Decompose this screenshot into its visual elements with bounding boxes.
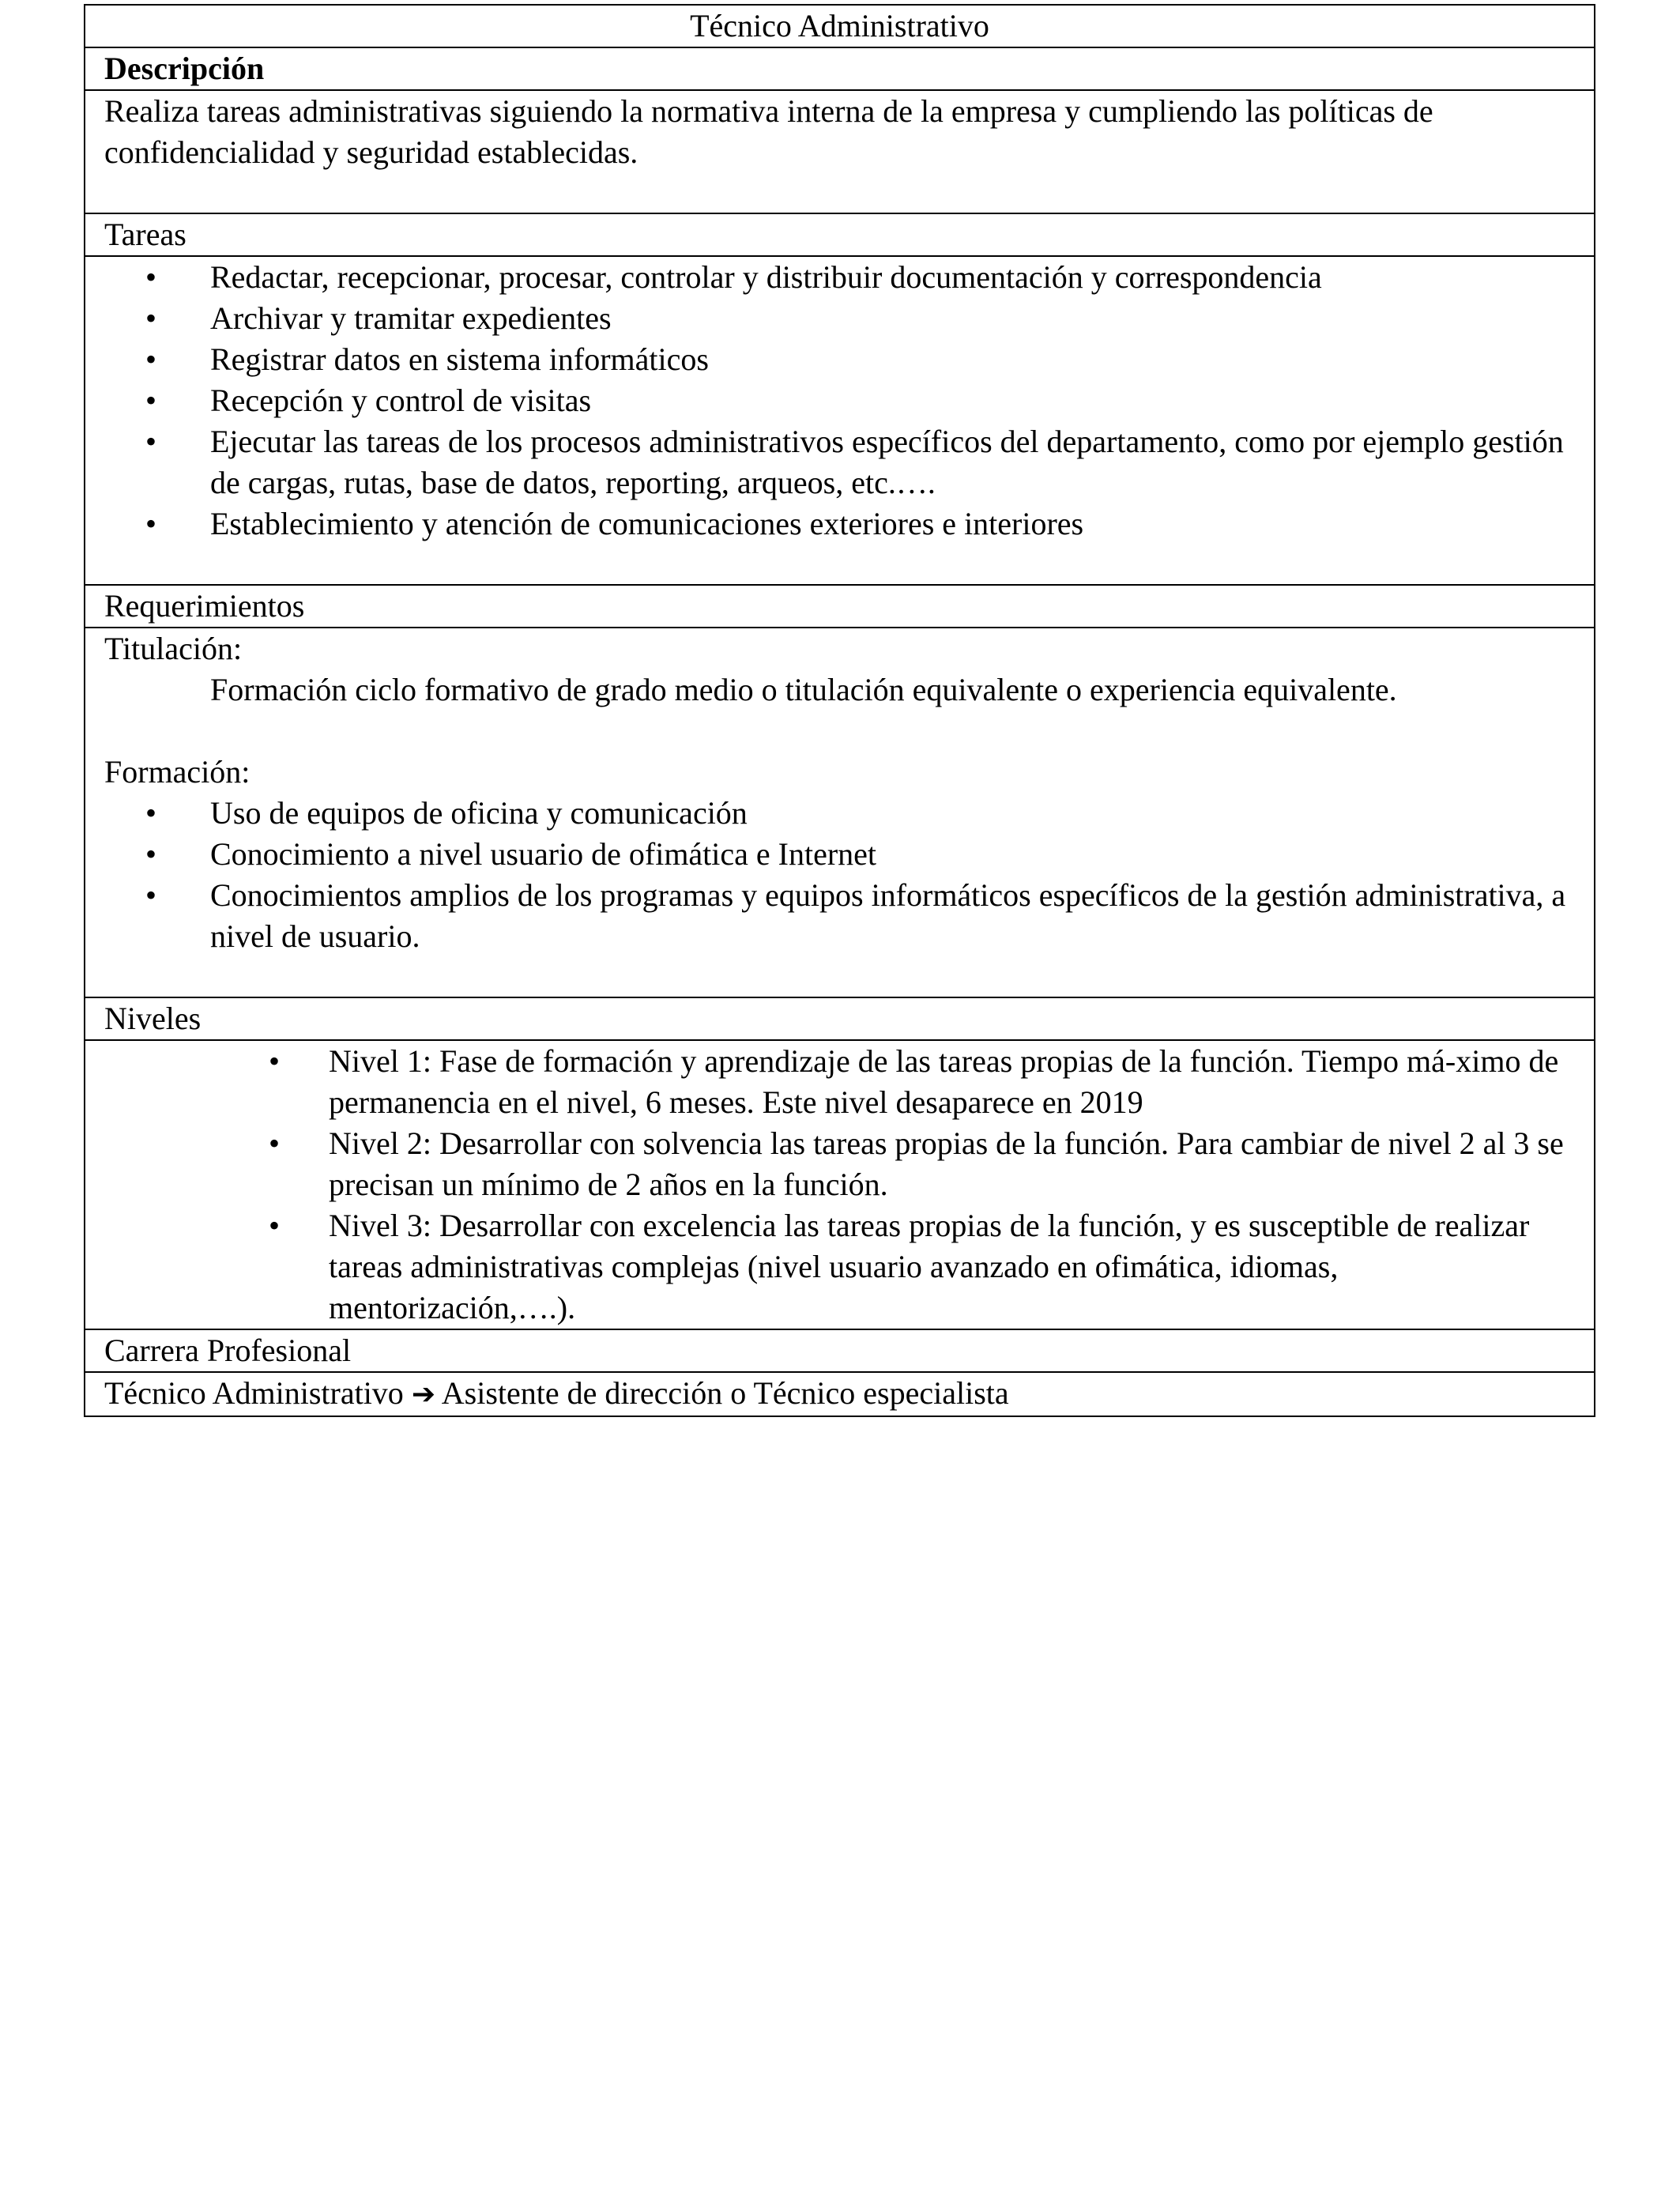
list-item: • Nivel 2: Desarrollar con solvencia las tareas propias de la función. Para cambiar de nivel 2 al 3 se precisan un mínimo de 2 años en la función. bbox=[85, 1123, 1594, 1205]
requerimientos-heading: Requerimientos bbox=[85, 586, 1594, 628]
titulacion-text: Formación ciclo formativo de grado medio o titulación equivalente o experiencia equivalente. bbox=[210, 672, 1397, 707]
descripcion-text: Realiza tareas administrativas siguiendo la normativa interna de la empresa y cumpliendo las políticas de confidencialidad y seguridad establecidas. bbox=[104, 93, 1433, 170]
formacion-label: Formación: bbox=[104, 754, 250, 790]
list-item: • Ejecutar las tareas de los procesos administrativos específicos del departamento, como por ejemplo gestión de cargas, rutas, base de datos, reporting, arqueos, etc.…. bbox=[85, 421, 1594, 503]
bullet-icon: • bbox=[145, 424, 157, 459]
job-description-table bbox=[84, 4, 1595, 1417]
titulacion-label: Titulación: bbox=[104, 631, 243, 666]
bullet-icon: • bbox=[269, 1125, 281, 1161]
list-item: • Conocimientos amplios de los programas y equipos informáticos específicos de la gestión administrativa, a nivel de usuario. bbox=[85, 875, 1594, 957]
tareas-list bbox=[85, 257, 1594, 545]
carrera-from: Técnico Administrativo bbox=[104, 1375, 404, 1411]
list-item: • Uso de equipos de oficina y comunicación bbox=[85, 793, 1594, 834]
bullet-icon: • bbox=[145, 506, 157, 541]
tareas-cell bbox=[85, 257, 1594, 586]
bullet-icon: • bbox=[145, 341, 157, 377]
document-title: Técnico Administrativo bbox=[85, 6, 1594, 48]
carrera-heading: Carrera Profesional bbox=[85, 1330, 1594, 1373]
carrera-to: Asistente de dirección o Técnico especialista bbox=[441, 1375, 1009, 1411]
bullet-icon: • bbox=[145, 383, 157, 418]
bullet-icon: • bbox=[269, 1208, 281, 1243]
tareas-heading: Tareas bbox=[85, 214, 1594, 257]
arrow-right-icon: ➔ bbox=[411, 1378, 435, 1411]
bullet-icon: • bbox=[145, 836, 157, 872]
list-item: • Archivar y tramitar expedientes bbox=[85, 298, 1594, 339]
niveles-cell bbox=[85, 1041, 1594, 1330]
list-item: • Registrar datos en sistema informáticos bbox=[85, 339, 1594, 380]
list-item: • Nivel 3: Desarrollar con excelencia las tareas propias de la función, y es susceptible de realizar tareas administrativas complejas (nivel usuario avanzado en ofimática, idiomas, mentorización,….). bbox=[85, 1205, 1594, 1329]
bullet-icon: • bbox=[145, 877, 157, 913]
bullet-icon: • bbox=[145, 259, 157, 295]
list-item: • Nivel 1: Fase de formación y aprendizaje de las tareas propias de la función. Tiempo má-ximo de permanencia en el nivel, 6 meses. Este nivel desaparece en 2019 bbox=[85, 1041, 1594, 1123]
bullet-icon: • bbox=[269, 1043, 281, 1079]
descripcion-heading: Descripción bbox=[85, 48, 1594, 91]
list-item: • Recepción y control de visitas bbox=[85, 380, 1594, 421]
requerimientos-cell bbox=[85, 628, 1594, 998]
formacion-list bbox=[85, 793, 1594, 957]
carrera-path bbox=[85, 1373, 1594, 1416]
list-item: • Establecimiento y atención de comunicaciones exteriores e interiores bbox=[85, 503, 1594, 545]
descripcion-cell bbox=[85, 91, 1594, 214]
niveles-list bbox=[85, 1041, 1594, 1329]
list-item: • Conocimiento a nivel usuario de ofimática e Internet bbox=[85, 834, 1594, 875]
bullet-icon: • bbox=[145, 795, 157, 831]
list-item: • Redactar, recepcionar, procesar, controlar y distribuir documentación y correspondencia bbox=[85, 257, 1594, 298]
bullet-icon: • bbox=[145, 300, 157, 336]
niveles-heading: Niveles bbox=[85, 998, 1594, 1041]
